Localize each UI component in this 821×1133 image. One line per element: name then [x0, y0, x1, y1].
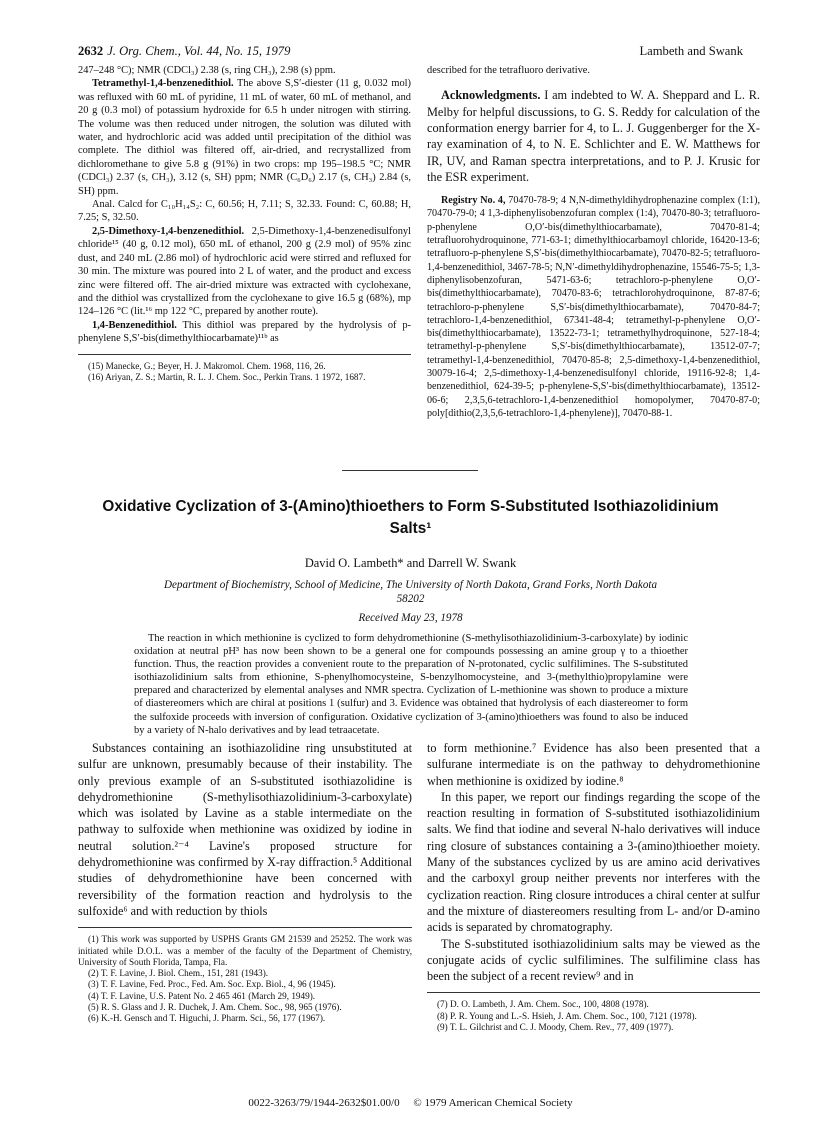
acknowledgments-body: I am indebted to W. A. Sheppard and L. R. Melby for helpful discussions, to G. S. Reddy for calculation of the conformation energy barrier for 4, to L. J. Guggenberger for the X-ray examination of 4, to N. E. Schlichter and E. W. Matthews for IR, UV, and Raman spectra interpretations, and to P. J. Krusic for the ESR experiment.: [427, 88, 761, 184]
header-folio: [78, 44, 290, 59]
paragraph-body: The above S,S′-diester (11 g, 0.032 mol) was refluxed with 60 mL of pyridine, 11 mL of water, 60 mL of methanol, and 20 g (0.3 mol) of potassium hydroxide for 6.5 h under nitrogen with stirring. The volume was then reduced under nitrogen, the solution was diluted with water, and hydrochloric acid was added until precipitation of the dithiol was complete. The dithiol was filtered off, air-dried, and recrystallized from dichloromethane to give 5.8 g (91%) in two crops: mp 195–198.5 °C; NMR (CDCl₃) 2.37 (s, CH₃), 3.12 (s, SH) ppm; NMR (C₆D₆) 2.17 (s, CH₃) 2.84 (s, SH) ppm.: [78, 78, 411, 197]
footnote: (2) T. F. Lavine, J. Biol. Chem., 151, 281 (1943).: [88, 968, 269, 979]
body-paragraph: to form methionine.⁷ Evidence has also been presented that a sulfurane intermediate is on the pathway to dehydromethionine when methionine is oxidized by iodine.⁸: [427, 741, 760, 788]
abstract: The reaction in which methionine is cyclized to form dehydromethionine (S-methylisothiazolidinium-3-carboxylate) by iodinic oxidation at neutral pH³ has now been shown to be a general one for compounds possessing an amine group γ to a thioether function. Thus, the reaction provides a convenient route to the preparation of N-protonated, cyclic sulfilimines. The S-substituted isothiazolidinium salts from ethionine, S-phenylhomocysteine, S-benzylhomocysteine, and 3-(methylthio)propylamine were prepared and characterized by elemental analyses and NMR spectra. Cyclization of L-methionine was shown to produce a mixture of diastereomers which are chiral at positions 1 (sulfur) and 3. Evidence was obtained that hydrolysis of each diastereomer to form the sulfoxide proceeds with inversion of configuration. Oxidative cyclization of 3-(amino)thioethers was found to also be induced by a variety of N-halo derivatives and by lead tetraacetate.: [134, 633, 688, 736]
body-paragraph: The S-substituted isothiazolidinium salts may be viewed as the conjugate acids of cyclic sulfilimines. The sulfilimine class has been the subject of a recent review⁹ and in: [427, 936, 760, 984]
body-paragraph: Substances containing an isothiazolidine ring unsubstituted at sulfur are unknown, presumably because of their instability. The only previous example of an S-substituted isothiazolidine is dehydromethionine (S-methylisothiazolidinium-3-carboxylate) which was isolated by Lavine as a stable intermediate on the pathway to sulfoxide when methionine was oxidized by iodine in neutral solution.²⁻⁴ Lavine's proposed structure for dehydromethionine was confirmed by X-ray diffraction.⁵ Additional studies of dehydromethionine have been concerned with reversibility of the formation reaction and hydrolysis to the sulfoxide⁶ and with reduction by thiols: [78, 741, 412, 918]
run-in-heading: Acknowledgments.: [441, 88, 541, 103]
run-in-heading: Tetramethyl-1,4-benzenedithiol.: [92, 78, 234, 90]
run-in-heading: 1,4-Benzenedithiol.: [92, 319, 177, 331]
footnotes: [78, 934, 412, 1024]
copyright: © 1979 American Chemical Society: [413, 1097, 573, 1109]
acknowledgments: [427, 87, 760, 185]
article-title: Oxidative Cyclization of 3-(Amino)thioethers to Form S-Substituted Isothiazolidinium Salts¹: [102, 498, 719, 537]
footnote: (9) T. L. Gilchrist and C. J. Moody, Chem. Rev., 77, 409 (1977).: [437, 1022, 674, 1033]
body-paragraph: In this paper, we report our findings regarding the scope of the reaction resulting in formation of S-substituted isothiazolidinium salts. We find that iodine and several N-halo derivatives will induce ring closure of substances containing a 3-(amino)thioether moiety. Many of the substances cyclized by us are amino acid derivatives and the carboxyl group neither prevents nor interferes with the cyclization reaction. Ring closure introduces a chiral center at sulfur and the mixture of diastereomers resulting from L- and/or D-amino acids is separated by chromatography.: [427, 789, 760, 935]
footnotes: [78, 361, 411, 384]
paragraph-body: This dithiol was prepared by the hydrolysis of p-phenylene S,S′-bis(dimethylthiocarbamate)¹¹ᵇ as: [78, 319, 411, 345]
footnote-rule: [78, 354, 411, 355]
previous-article-left-column: [78, 64, 411, 383]
footnotes: [427, 999, 760, 1033]
article-right-column: [427, 740, 760, 1033]
page-number: 2632: [78, 44, 104, 58]
registry-body: 70470-78-9; 4 N,N-dimethyldihydrophenazine complex (1:1), 70470-79-0; 4 1,3-diphenylisobenzofuran complex (1:4), 70470-80-3; tetrafluoro-p-phenylene O,O′-bis(dimethylthiocarbamate), 70470-81-4; tetrafluorohydroquinone, 771-63-1; dimethylthiocarbamoyl chloride, 16420-13-6; tetrafluoro-p-phenylene S,S′-bis(dimethylthiocarbamate), 70470-82-5; tetrafluoro-1,4-benzenedithiol, 3467-78-5; N,N′-dimethyldihydrophenazine, 15546-75-5; 1,3-diphenylisobenzofuran, 5471-63-6; tetrachloro-p-phenylene O,O′-bis(dimethylthiocarbamate), 70470-83-6; tetrachlorohydroquinone, 87-87-6; tetrachloro-p-phenylene S,S′-bis(dimethylthiocarbamate), 70470-84-7; tetrachloro-1,4-benzenedithiol, 67341-48-4; tetramethyl-p-phenylene O,O′-bis(dimethylthiocarbamate), 13522-73-1; tetramethylhydroquinone, 527-18-4; tetramethyl-p-phenylene S,S′-bis(dimethylthiocarbamate), 13512-07-7; tetramethyl-1,4-benzenedithiol, 70470-85-8; 2,5-dimethoxy-1,4-benzenedithiol, 30079-16-4; 2,5-dimethoxy-1,4-benzenedisulfonyl chloride, 19116-92-8; 1,4-benzenedithiol, 624-39-5; p-phenylene-S,S′-bis(dimethylthiocarbamate), 13512-06-6; 2,3,5,6-tetrachloro-1,4-benzenedithiol homopolymer, 70470-87-0; poly[dithio(2,3,5,6-tetrachloro-1,4-phenylene)], 70470-88-1.: [427, 195, 760, 419]
previous-article-right-column: [427, 64, 760, 420]
footnote-rule: [427, 992, 760, 993]
received-date: Received May 23, 1978: [358, 612, 463, 624]
article-code: 0022-3263/79/1944-2632$01.00/0: [248, 1097, 400, 1109]
footnote: (3) T. F. Lavine, Fed. Proc., Fed. Am. Soc. Exp. Biol., 4, 96 (1945).: [88, 979, 336, 990]
experimental-paragraph: [78, 77, 411, 198]
journal-citation: J. Org. Chem., Vol. 44, No. 15, 1979: [107, 44, 291, 58]
footnote: (4) T. F. Lavine, U.S. Patent No. 2 465 461 (March 29, 1949).: [88, 990, 316, 1001]
article-left-column: [78, 740, 412, 1025]
footnote: (15) Manecke, G.; Beyer, H. J. Makromol. Chem. 1968, 116, 26.: [88, 360, 326, 371]
continued-text: 247–248 °C); NMR (CDCl₃) 2.38 (s, ring CH₃), 2.98 (s) ppm.: [78, 65, 336, 76]
page-footer: [90, 1097, 731, 1109]
run-in-heading: Registry No. 4,: [441, 195, 506, 207]
article-affiliation: Department of Biochemistry, School of Medicine, The University of North Dakota, Grand Forks, North Dakota 58202: [164, 579, 657, 605]
analysis-paragraph: Anal. Calcd for C₁₀H₁₄S₂: C, 60.56; H, 7.11; S, 32.33. Found: C, 60.88; H, 7.25; S, 32.50.: [78, 199, 411, 224]
experimental-paragraph: [78, 319, 411, 346]
continued-text: described for the tetrafluoro derivative.: [427, 65, 591, 76]
footnote: (6) K.-H. Gensch and T. Higuchi, J. Pharm. Sci., 56, 177 (1967).: [88, 1013, 326, 1024]
article-separator: [342, 470, 478, 471]
footnote: (1) This work was supported by USPHS Grants GM 21539 and 25252. The work was initiated while D.O.L. was a member of the faculty of the Department of Chemistry, University of South Florida, Tampa, Fla.: [78, 934, 412, 967]
footnote: (5) R. S. Glass and J. R. Duchek, J. Am. Chem. Soc., 98, 965 (1976).: [88, 1002, 342, 1013]
run-in-heading: 2,5-Dimethoxy-1,4-benzenedithiol.: [92, 225, 245, 237]
footnote: (16) Ariyan, Z. S.; Martin, R. L. J. Chem. Soc., Perkin Trans. 1 1972, 1687.: [88, 371, 366, 382]
paragraph-body: 2,5-Dimethoxy-1,4-benzenedisulfonyl chloride¹⁵ (40 g, 0.12 mol), 650 mL of ethanol, 200 g (2.9 mol) of 95% zinc dust, and 240 mL (2.86 mol) of hydrochloric acid were stirred and refluxed for 30 min. The mixture was poured into 2 L of water, and the product and excess zinc were filtered off. The air-dried mixture was extracted with cyclohexane, and the dithiol was crystallized from the cyclohexane to give 16.5 g (68%), mp 124–126 °C (lit.¹⁶ mp 122 °C, prepared by another route).: [78, 225, 411, 318]
footnote: (8) P. R. Young and L.-S. Hsieh, J. Am. Chem. Soc., 100, 7121 (1978).: [437, 1010, 697, 1021]
experimental-paragraph: [78, 225, 411, 319]
article-authors: David O. Lambeth* and Darrell W. Swank: [304, 556, 517, 570]
running-authors: Lambeth and Swank: [639, 44, 743, 58]
footnote: (7) D. O. Lambeth, J. Am. Chem. Soc., 100, 4808 (1978).: [437, 999, 649, 1010]
registry-numbers: [427, 194, 760, 420]
page-header: [78, 44, 743, 62]
footnote-rule: [78, 927, 412, 928]
